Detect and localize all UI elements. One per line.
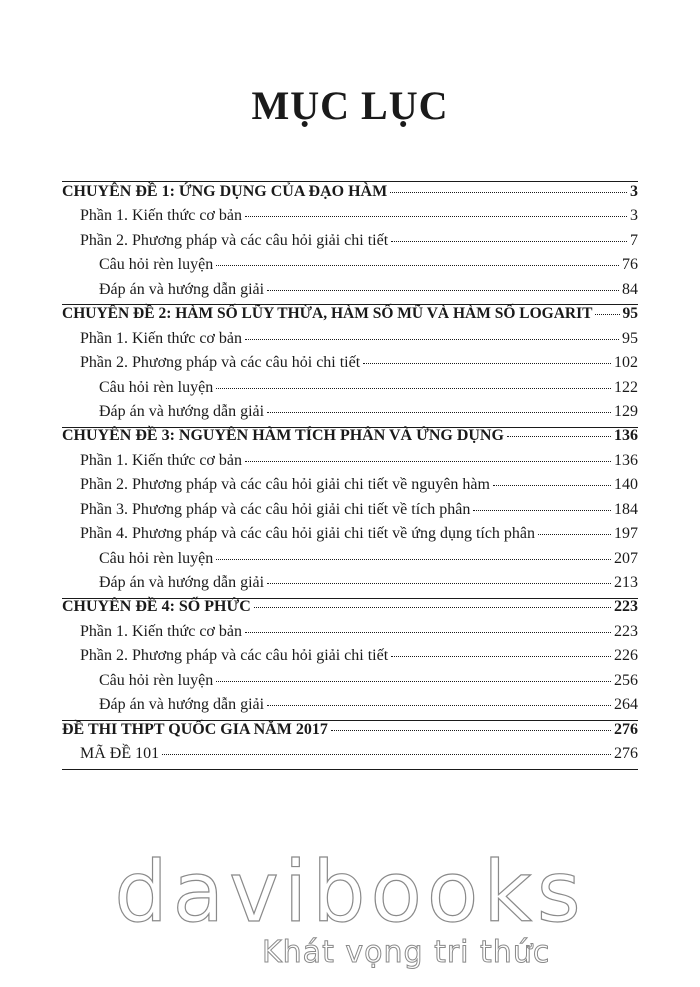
- dot-leader: [267, 583, 611, 584]
- toc-entry: [62, 501, 638, 525]
- toc-entry-page-number: 136: [614, 427, 638, 445]
- toc-chapter-entry: [62, 427, 638, 451]
- toc-entry: [62, 281, 638, 305]
- toc-entry-label: CHUYÊN ĐỀ 3: NGUYÊN HÀM TÍCH PHÂN VÀ ỨNG DỤNG: [62, 427, 504, 445]
- toc-entry-page-number: 184: [614, 500, 638, 518]
- toc-entry-page-number: 76: [622, 256, 638, 274]
- toc-entry: [62, 452, 638, 476]
- toc-entry: [62, 476, 638, 500]
- dot-leader: [473, 510, 611, 511]
- toc-entry-label: Phần 1. Kiến thức cơ bản: [80, 329, 242, 347]
- dot-leader: [267, 705, 611, 706]
- toc-entry-label: Đáp án và hướng dẫn giải: [99, 574, 265, 591]
- toc-entry-page-number: 122: [614, 378, 638, 396]
- toc-entry-page-number: 256: [614, 671, 638, 689]
- dot-leader: [245, 339, 619, 340]
- toc-entry-page-number: 223: [614, 598, 638, 616]
- page-title: MỤC LỤC: [251, 83, 449, 128]
- dot-leader: [245, 216, 627, 217]
- divider-line: [62, 427, 638, 428]
- toc-entry-page-number: 3: [630, 183, 638, 200]
- dot-leader: [245, 632, 611, 633]
- divider-line: [62, 181, 638, 182]
- divider-line: [62, 304, 638, 305]
- toc-chapter-entry: [62, 183, 638, 207]
- toc-entry-page-number: 3: [630, 207, 638, 225]
- dot-leader: [331, 730, 611, 731]
- dot-leader: [595, 314, 619, 315]
- toc-entry: [62, 672, 638, 696]
- toc-entry-page-number: 136: [614, 451, 638, 469]
- dot-leader: [507, 436, 611, 437]
- toc-entry-label: ĐỀ THI THPT QUỐC GIA NĂM 2017: [62, 720, 328, 738]
- toc-entry: [62, 623, 638, 647]
- toc-entry-label: MÃ ĐỀ 101: [80, 745, 160, 763]
- dot-leader: [254, 607, 611, 608]
- toc-entry-label: Câu hỏi rèn luyện: [99, 549, 214, 567]
- toc-entry: [62, 403, 638, 427]
- toc-entry-page-number: 95: [622, 329, 638, 347]
- dot-leader: [363, 363, 611, 364]
- toc-entry-label: Phần 4. Phương pháp và các câu hỏi giải chi tiết về ứng dụng tích phân: [80, 525, 536, 543]
- dot-leader: [245, 461, 611, 462]
- dot-leader: [267, 290, 619, 291]
- toc-entry-label: Phần 2. Phương pháp và các câu hỏi giải chi tiết về nguyên hàm: [80, 476, 490, 494]
- toc-entry-page-number: 197: [614, 525, 638, 543]
- toc-entry-page-number: 276: [614, 720, 638, 738]
- toc-entry-page-number: 226: [614, 647, 638, 665]
- toc-entry-page-number: 223: [614, 622, 638, 640]
- toc-entry: [62, 330, 638, 354]
- toc-entry-label: Phần 2. Phương pháp và các câu hỏi giải chi tiết: [80, 647, 389, 665]
- toc-entry: [62, 696, 638, 720]
- toc-entry-page-number: 95: [622, 305, 638, 323]
- table-of-contents: [62, 183, 638, 770]
- toc-entry-label: Đáp án và hướng dẫn giải: [99, 280, 265, 298]
- toc-entry-label: Phần 1. Kiến thức cơ bản: [80, 622, 242, 640]
- toc-entry: [62, 232, 638, 256]
- toc-entry-label: Phần 3. Phương pháp và các câu hỏi giải chi tiết về tích phân: [80, 500, 471, 518]
- dot-leader: [216, 559, 611, 560]
- dot-leader: [390, 192, 627, 193]
- toc-entry-label: CHUYÊN ĐỀ 1: ỨNG DỤNG CỦA ĐẠO HÀM: [62, 183, 388, 200]
- dot-leader: [162, 754, 611, 755]
- toc-entry-label: Phần 1. Kiến thức cơ bản: [80, 451, 242, 469]
- dot-leader: [391, 241, 627, 242]
- toc-entry-page-number: 276: [614, 745, 638, 763]
- dot-leader: [216, 388, 611, 389]
- dot-leader: [216, 265, 619, 266]
- toc-entry-label: CHUYÊN ĐỀ 2: HÀM SỐ LŨY THỪA, HÀM SỐ MŨ VÀ HÀM SỐ LOGARIT: [62, 305, 593, 323]
- dot-leader: [538, 534, 611, 535]
- dot-leader: [267, 412, 611, 413]
- toc-entry-label: Đáp án và hướng dẫn giải: [99, 402, 265, 420]
- divider-line: [62, 598, 638, 599]
- toc-entry: [62, 574, 638, 598]
- toc-entry-label: Phần 2. Phương pháp và các câu hỏi chi tiết: [80, 354, 361, 372]
- toc-entry-page-number: 207: [614, 549, 638, 567]
- toc-entry-label: CHUYÊN ĐỀ 4: SỐ PHỨC: [62, 598, 251, 616]
- toc-entry-label: Phần 1. Kiến thức cơ bản: [80, 207, 242, 225]
- toc-entry-page-number: 84: [622, 280, 638, 298]
- toc-entry-label: Câu hỏi rèn luyện: [99, 256, 214, 274]
- divider-line: [62, 769, 638, 770]
- toc-entry-label: Đáp án và hướng dẫn giải: [99, 696, 265, 714]
- divider-line: [62, 720, 638, 721]
- dot-leader: [493, 485, 611, 486]
- toc-entry-page-number: 102: [614, 354, 638, 372]
- toc-entry: [62, 745, 638, 769]
- toc-chapter-entry: [62, 721, 638, 745]
- toc-entry: [62, 647, 638, 671]
- toc-chapter-entry: [62, 598, 638, 622]
- dot-leader: [391, 656, 611, 657]
- watermark-tagline: Khát vọng tri thức: [262, 935, 551, 970]
- toc-entry-page-number: 7: [630, 231, 638, 249]
- toc-entry: [62, 550, 638, 574]
- toc-entry-label: Câu hỏi rèn luyện: [99, 378, 214, 396]
- watermark-logo: davibooks: [114, 843, 586, 941]
- toc-entry-page-number: 213: [614, 574, 638, 591]
- toc-entry: [62, 256, 638, 280]
- toc-entry-page-number: 129: [614, 402, 638, 420]
- toc-entry: [62, 207, 638, 231]
- toc-entry-page-number: 140: [614, 476, 638, 494]
- toc-chapter-entry: [62, 305, 638, 329]
- toc-entry: [62, 525, 638, 549]
- toc-entry-page-number: 264: [614, 696, 638, 714]
- toc-entry: [62, 354, 638, 378]
- dot-leader: [216, 681, 611, 682]
- toc-entry-label: Phần 2. Phương pháp và các câu hỏi giải chi tiết: [80, 231, 389, 249]
- toc-entry: [62, 379, 638, 403]
- toc-entry-label: Câu hỏi rèn luyện: [99, 671, 214, 689]
